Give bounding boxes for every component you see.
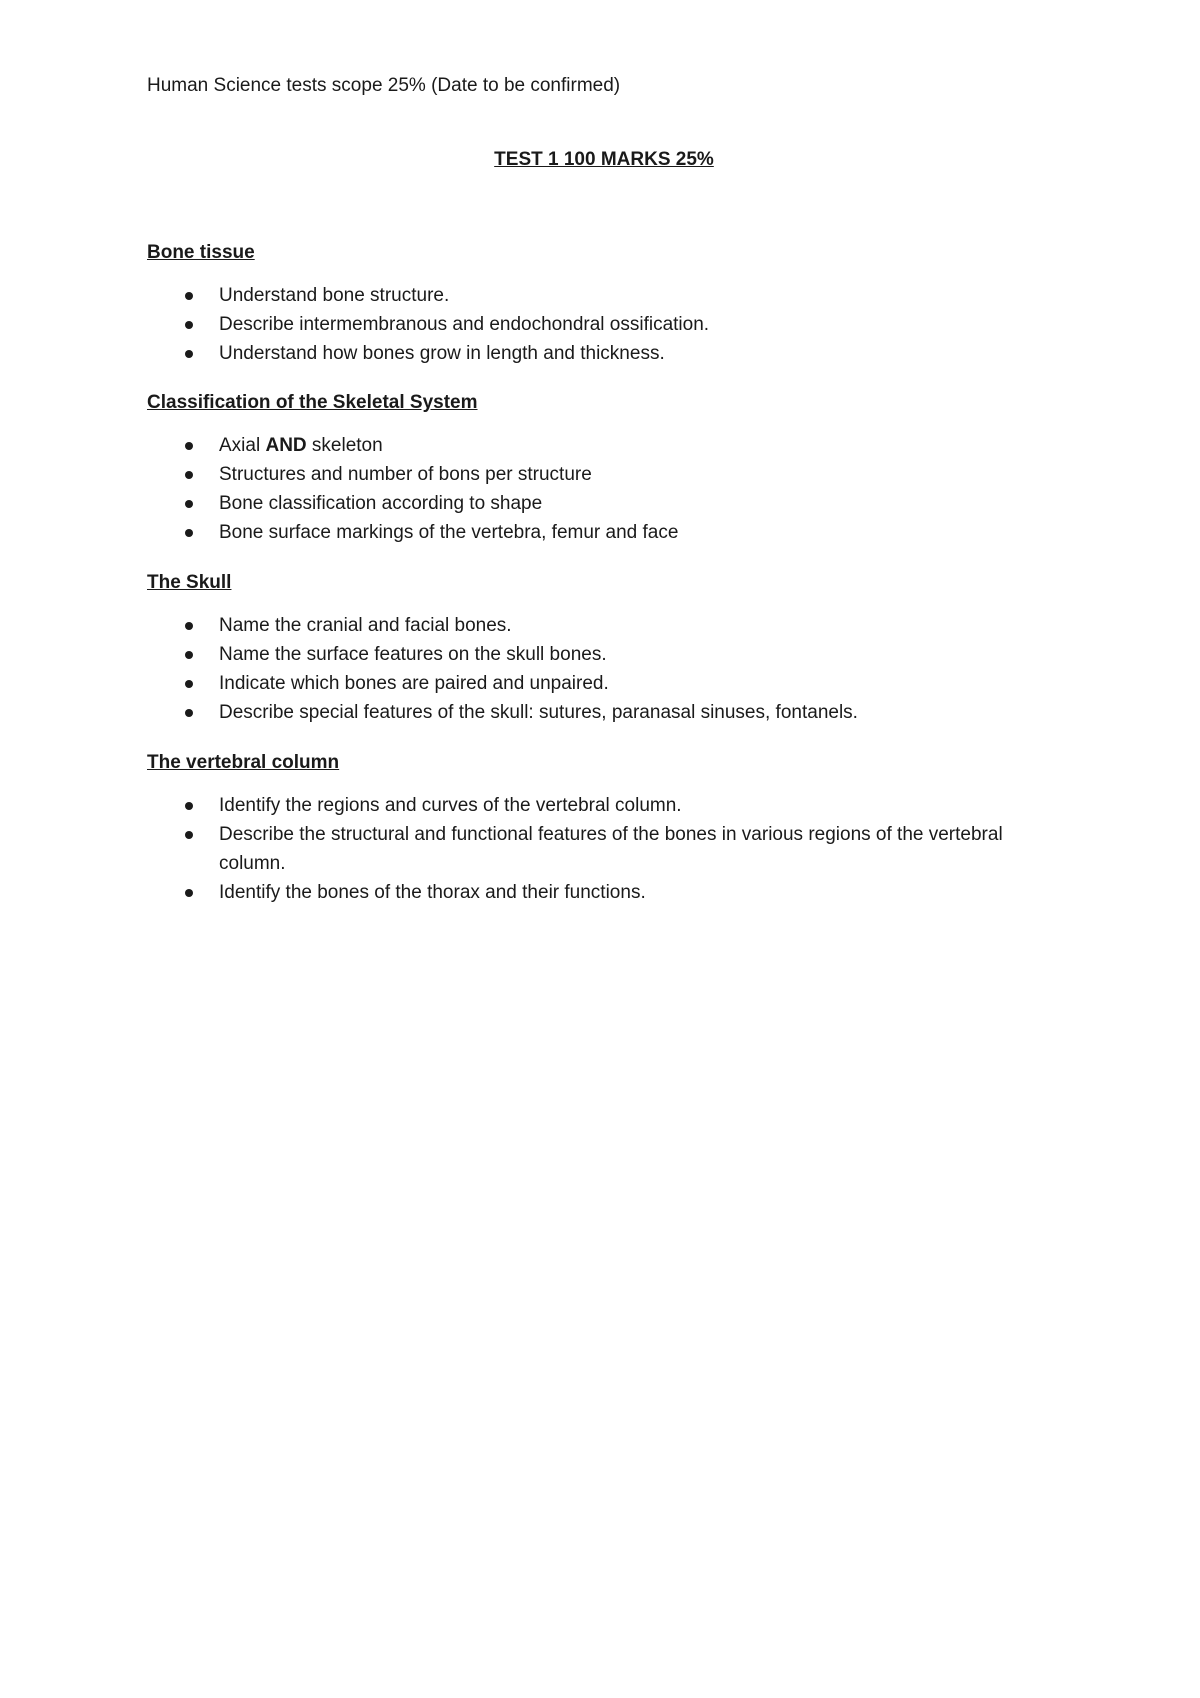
bullet-icon bbox=[185, 622, 193, 630]
test-heading: TEST 1 100 MARKS 25% bbox=[494, 149, 714, 170]
list-item bbox=[147, 460, 1047, 489]
list-item-text bbox=[219, 435, 383, 456]
section-bone-tissue bbox=[147, 238, 1047, 368]
list-item-emphasis: AND bbox=[265, 435, 307, 456]
section-vertebral-column bbox=[147, 748, 1047, 907]
list-item-text: Describe the structural and functional features of the bones in various regions of the vertebral column. bbox=[219, 824, 1003, 874]
bullet-icon bbox=[185, 680, 193, 688]
bullet-list bbox=[147, 431, 1047, 547]
list-item-text-pre: Axial bbox=[219, 435, 266, 456]
bullet-list bbox=[147, 281, 1047, 368]
bullet-icon bbox=[185, 529, 193, 537]
list-item bbox=[147, 489, 1047, 518]
list-item bbox=[147, 518, 1047, 547]
list-item bbox=[147, 431, 1047, 460]
bullet-list bbox=[147, 791, 1047, 907]
section-title: Classification of the Skeletal System bbox=[147, 392, 478, 413]
list-item-text: Bone classification according to shape bbox=[219, 493, 543, 514]
list-item-text: Describe intermembranous and endochondral ossification. bbox=[219, 314, 710, 335]
header-line: Human Science tests scope 25% (Date to be confirmed) bbox=[147, 75, 621, 96]
list-item bbox=[147, 339, 1047, 368]
section-title: The vertebral column bbox=[147, 752, 340, 773]
bullet-icon bbox=[185, 292, 193, 300]
bullet-icon bbox=[185, 350, 193, 358]
list-item-text: Understand how bones grow in length and thickness. bbox=[219, 343, 665, 364]
list-item-text: Describe special features of the skull: sutures, paranasal sinuses, fontanels. bbox=[219, 702, 858, 723]
list-item bbox=[147, 281, 1047, 310]
bullet-list bbox=[147, 611, 1047, 727]
section-skeletal-classification bbox=[147, 388, 1047, 547]
list-item-text: Name the cranial and facial bones. bbox=[219, 615, 512, 636]
list-item bbox=[147, 820, 1047, 878]
bullet-icon bbox=[185, 709, 193, 717]
bullet-icon bbox=[185, 889, 193, 897]
bullet-icon bbox=[185, 831, 193, 839]
list-item bbox=[147, 611, 1047, 640]
list-item-text: Structures and number of bons per structure bbox=[219, 464, 592, 485]
list-item-text: Indicate which bones are paired and unpaired. bbox=[219, 673, 609, 694]
section-title: The Skull bbox=[147, 572, 232, 593]
list-item bbox=[147, 669, 1047, 698]
list-item bbox=[147, 698, 1047, 727]
list-item-text: Name the surface features on the skull bones. bbox=[219, 644, 607, 665]
list-item bbox=[147, 878, 1047, 907]
section-skull bbox=[147, 568, 1047, 727]
list-item-text: Understand bone structure. bbox=[219, 285, 450, 306]
list-item bbox=[147, 791, 1047, 820]
list-item-text-post: skeleton bbox=[306, 435, 383, 456]
list-item bbox=[147, 640, 1047, 669]
bullet-icon bbox=[185, 442, 193, 450]
bullet-icon bbox=[185, 802, 193, 810]
bullet-icon bbox=[185, 651, 193, 659]
bullet-icon bbox=[185, 471, 193, 479]
bullet-icon bbox=[185, 500, 193, 508]
list-item-text: Bone surface markings of the vertebra, femur and face bbox=[219, 522, 679, 543]
list-item bbox=[147, 310, 1047, 339]
list-item-text: Identify the bones of the thorax and their functions. bbox=[219, 882, 646, 903]
list-item-text: Identify the regions and curves of the vertebral column. bbox=[219, 795, 682, 816]
bullet-icon bbox=[185, 321, 193, 329]
section-title: Bone tissue bbox=[147, 242, 255, 263]
